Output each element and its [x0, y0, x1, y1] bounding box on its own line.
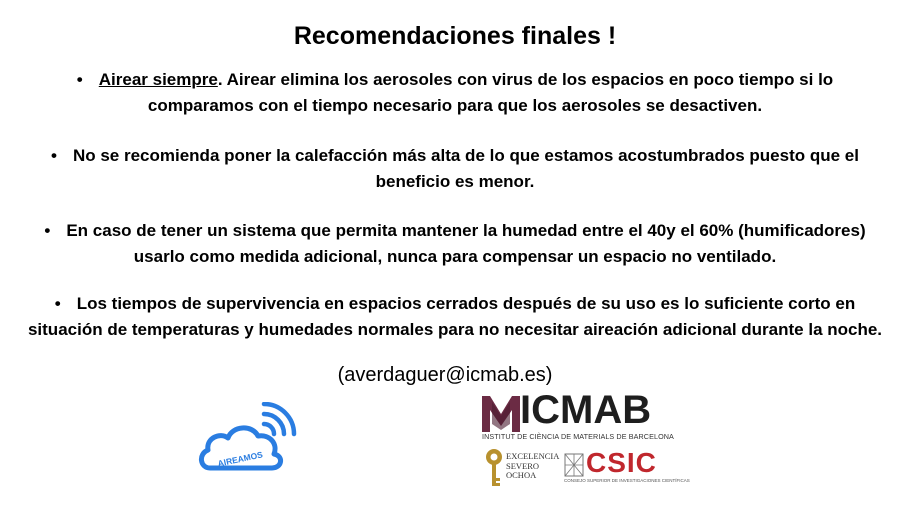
bullet-lead: Airear siempre [98, 70, 218, 89]
bullet-dot: • [51, 146, 57, 165]
severo-line: OCHOA [506, 470, 537, 480]
bullet-supervivencia [25, 291, 885, 343]
cloud-wifi-icon [198, 402, 298, 476]
bullet-airear [25, 67, 885, 119]
contact-email [0, 364, 910, 387]
bullet-text: No se recomienda poner la calefacción más alta de lo que estamos acostumbrados puesto que el beneficio es menor. [72, 146, 859, 191]
severo-ochoa-text [506, 452, 559, 481]
bullet-dot: • [76, 70, 83, 89]
severo-line: EXCELENCIA [506, 451, 560, 461]
csic-logo [564, 447, 690, 485]
bullet-calefaccion [25, 143, 885, 195]
bullet-dot: • [54, 294, 61, 313]
bullet-text: Los tiempos de supervivencia en espacios cerrados después de su uso es lo suficiente corto en situación de temperaturas y humedades normales para no necesitar aireación adicional durante la noche. [27, 294, 883, 339]
bullet-dot: • [44, 221, 51, 240]
icmab-subtitle: INSTITUT DE CIÈNCIA DE MATERIALS DE BARCELONA [482, 432, 674, 441]
icmab-logo [482, 388, 687, 446]
bullet-text: . Airear elimina los aerosoles con virus de los espacios en poco tiempo si lo comparamos con el tiempo necesario para que los aerosoles se desactiven. [147, 70, 834, 115]
severo-line: SEVERO [506, 460, 540, 471]
bullet-text: En caso de tener un sistema que permita mantener la humedad entre el 40y el 60% (humificadores) usarlo como medida adicional, nunca para compensar un espacio no ventilado. [66, 221, 866, 266]
csic-emblem-icon [564, 453, 584, 477]
aireamos-logo [198, 402, 298, 476]
icmab-mark-icon [482, 394, 520, 432]
bullet-humedad [25, 218, 885, 270]
severo-ochoa-logo [484, 447, 564, 489]
email-text: (averdaguer@icmab.es) [337, 364, 553, 386]
key-icon [484, 447, 504, 489]
csic-subtitle: CONSEJO SUPERIOR DE INVESTIGACIONES CIENTÍFICAS [564, 478, 690, 483]
csic-wordmark: CSIC [586, 447, 657, 478]
slide-title: Recomendaciones finales ! [293, 22, 617, 50]
icmab-wordmark: ICMAB [520, 388, 652, 432]
aireamos-label: AIREAMOS [216, 449, 264, 469]
